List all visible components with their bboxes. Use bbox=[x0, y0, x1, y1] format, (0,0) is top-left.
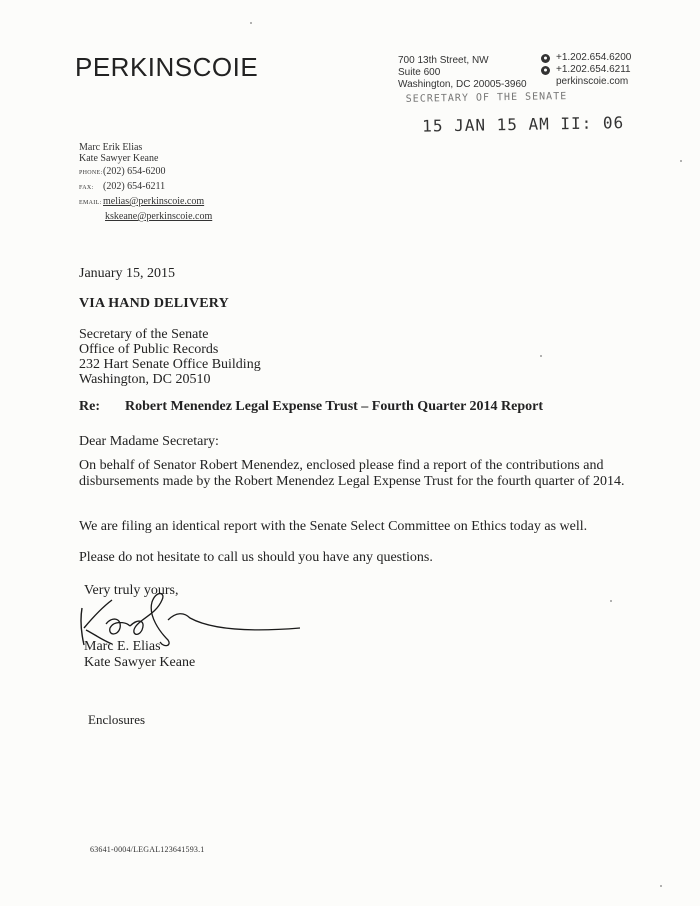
fax-label: FAX: bbox=[79, 185, 94, 191]
scan-speck bbox=[610, 600, 612, 602]
recipient-address bbox=[79, 327, 261, 387]
phone-label: PHONE: bbox=[79, 170, 103, 176]
stamp-datetime: 15 JAN 15 AM II: 06 bbox=[422, 113, 625, 136]
address-line: Washington, DC 20005-3960 bbox=[398, 79, 527, 90]
phone-icon: ● bbox=[541, 54, 550, 63]
signer-name: Marc E. Elias bbox=[84, 639, 161, 654]
attorney-phone: (202) 654-6200 bbox=[103, 166, 166, 177]
recipient-line: 232 Hart Senate Office Building bbox=[79, 357, 261, 372]
scan-speck bbox=[680, 160, 682, 162]
attorney-name: Marc Erik Elias bbox=[79, 142, 143, 153]
closing: Very truly yours, bbox=[84, 583, 179, 598]
attorney-fax: (202) 654-6211 bbox=[103, 181, 166, 192]
address-line: 700 13th Street, NW bbox=[398, 55, 489, 66]
address-line: Suite 600 bbox=[398, 67, 441, 78]
enclosures-note: Enclosures bbox=[88, 712, 146, 727]
recipient-line: Secretary of the Senate bbox=[79, 327, 209, 342]
attorney-name: Kate Sawyer Keane bbox=[79, 153, 159, 164]
attorney-email-row bbox=[79, 195, 212, 210]
scan-speck bbox=[250, 22, 252, 24]
delivery-method: VIA HAND DELIVERY bbox=[79, 296, 229, 311]
subject-line bbox=[79, 399, 543, 415]
recipient-line: Office of Public Records bbox=[79, 342, 219, 357]
email-link-2[interactable]: kskeane@perkinscoie.com bbox=[105, 211, 213, 222]
firm-logo: PERKINSCOIE bbox=[75, 52, 259, 82]
firm-phone: +1.202.654.6200 bbox=[556, 52, 632, 63]
received-stamp bbox=[404, 90, 625, 136]
re-subject: Robert Menendez Legal Expense Trust – Fourth Quarter 2014 Report bbox=[125, 399, 544, 414]
attorney-names bbox=[79, 142, 158, 164]
email-link-1[interactable]: melias@perkinscoie.com bbox=[103, 196, 205, 207]
recipient-line: Washington, DC 20510 bbox=[79, 372, 211, 387]
firm-contact bbox=[541, 52, 631, 88]
body-paragraph: We are filing an identical report with the Senate Select Committee on Ethics today as well. bbox=[79, 519, 588, 534]
re-label: Re: bbox=[79, 399, 100, 414]
firm-fax: +1.202.654.6211 bbox=[556, 64, 631, 75]
document-id: 63641-0004/LEGAL123641593.1 bbox=[90, 845, 205, 854]
attorney-phone-row bbox=[79, 165, 212, 180]
letter-date: January 15, 2015 bbox=[79, 266, 176, 281]
fax-icon: ● bbox=[541, 66, 550, 75]
stamp-office: SECRETARY OF THE SENATE bbox=[405, 91, 568, 105]
attorney-contact bbox=[79, 165, 212, 224]
scan-speck bbox=[540, 355, 542, 357]
signer-name: Kate Sawyer Keane bbox=[84, 655, 196, 670]
firm-address bbox=[398, 55, 527, 91]
body-paragraph: Please do not hesitate to call us should you have any questions. bbox=[79, 550, 433, 565]
email-label: EMAIL: bbox=[79, 200, 102, 206]
attorney-fax-row bbox=[79, 180, 212, 195]
firm-website: perkinscoie.com bbox=[556, 76, 629, 87]
salutation: Dear Madame Secretary: bbox=[79, 434, 219, 449]
scan-speck bbox=[660, 885, 662, 887]
body-paragraph: On behalf of Senator Robert Menendez, enclosed please find a report of the contributions and disbursements made by the Robert Menendez Legal Expense Trust for the fourth quarter of 2014. bbox=[79, 458, 625, 489]
